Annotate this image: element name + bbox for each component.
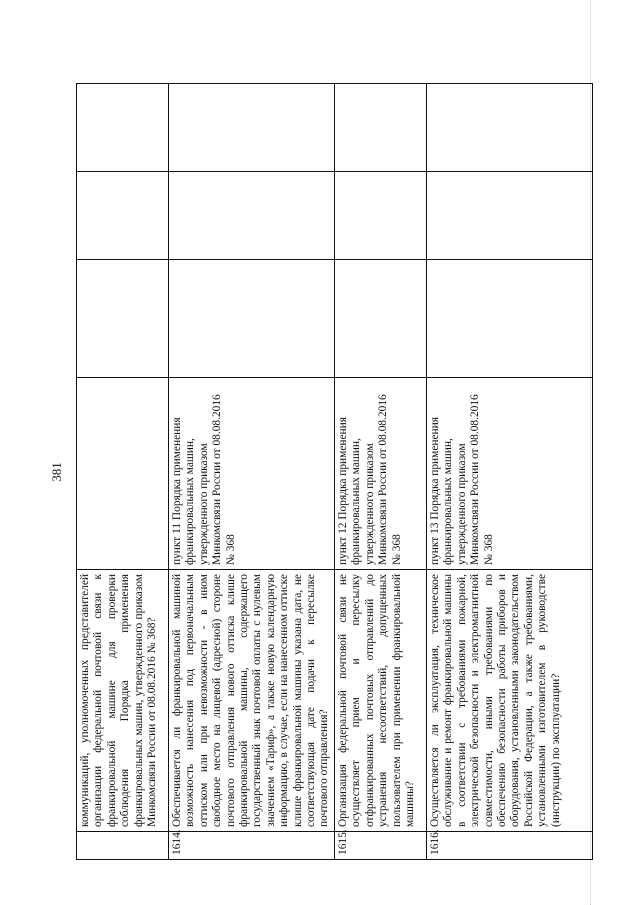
checklist-table	[76, 83, 593, 860]
table-row	[334, 84, 426, 860]
row-number: 1615.	[334, 832, 426, 860]
empty-cell	[334, 172, 426, 260]
empty-cell	[169, 84, 335, 172]
empty-cell	[426, 172, 592, 260]
empty-cell	[77, 172, 169, 260]
empty-cell	[334, 84, 426, 172]
table-row	[169, 84, 335, 860]
requirement-cell: пункт 11 Порядка применения франкировальных машин, утвержденного приказом Минкомсвязи России от 08.08.2016 № 368	[169, 378, 335, 570]
requirement-cell: пункт 13 Порядка применения франкировальных машин, утвержденного приказом Минкомсвязи России от 08.08.2016 № 368	[426, 378, 592, 570]
row-number: 1616.	[426, 832, 592, 860]
empty-cell	[77, 260, 169, 378]
empty-cell	[169, 260, 335, 378]
table-row	[77, 84, 169, 860]
question-cell: Осуществляется ли эксплуатация, техническое обслуживание и ремонт франкировальной машины в соответствии с требованиями пожарной, электрической безопасности и электромагнитной совместимости, иными требованиями по обеспечению безопасности работы приборов и оборудования, установленными законодательством Российской Федерации, а также требованиями, установленными изготовителем в руководстве (инструкции) по эксплуатации?	[426, 570, 592, 832]
question-cell: Обеспечивается ли франкировальной машиной возможность нанесения под первоначальным оттиском или при невозможности - в ином свободное место на лицевой (адресной) стороне почтового отправления нового оттиска клише франкировальной машины, содержащего государственный знак почтовой оплаты с нулевым значением «Тариф», а также новую календарную информацию, в случае, если на нанесенном оттиске клише франкировальной машины указана дата, не соответствующая дате подачи к пересылке почтового отправления?	[169, 570, 335, 832]
requirement-cell	[77, 378, 169, 570]
rotated-content	[49, 84, 562, 860]
question-cell: коммуникаций, уполномоченных представителей организации федеральной почтовой связи к франкировальной машине для проверки соблюдения Порядка применения франкировальных машин, утвержденного приказом Минкомсвязи России от 08.08.2016 № 368?	[77, 570, 169, 832]
empty-cell	[426, 84, 592, 172]
table-row	[426, 84, 592, 860]
page-number: 381	[49, 462, 64, 482]
row-number: 1614.	[169, 832, 335, 860]
empty-cell	[334, 260, 426, 378]
row-number	[77, 832, 169, 860]
requirement-cell: пункт 12 Порядка применения франкировальных машин, утвержденного приказом Минкомсвязи России от 08.08.2016 № 368	[334, 378, 426, 570]
empty-cell	[426, 260, 592, 378]
question-cell: Организация федеральной почтовой связи не осуществляет прием и пересылку отфранкированных почтовых отправлений до устранения несоответствий, допущенных пользователем при применении франкировальной машины?	[334, 570, 426, 832]
empty-cell	[77, 84, 169, 172]
empty-cell	[169, 172, 335, 260]
